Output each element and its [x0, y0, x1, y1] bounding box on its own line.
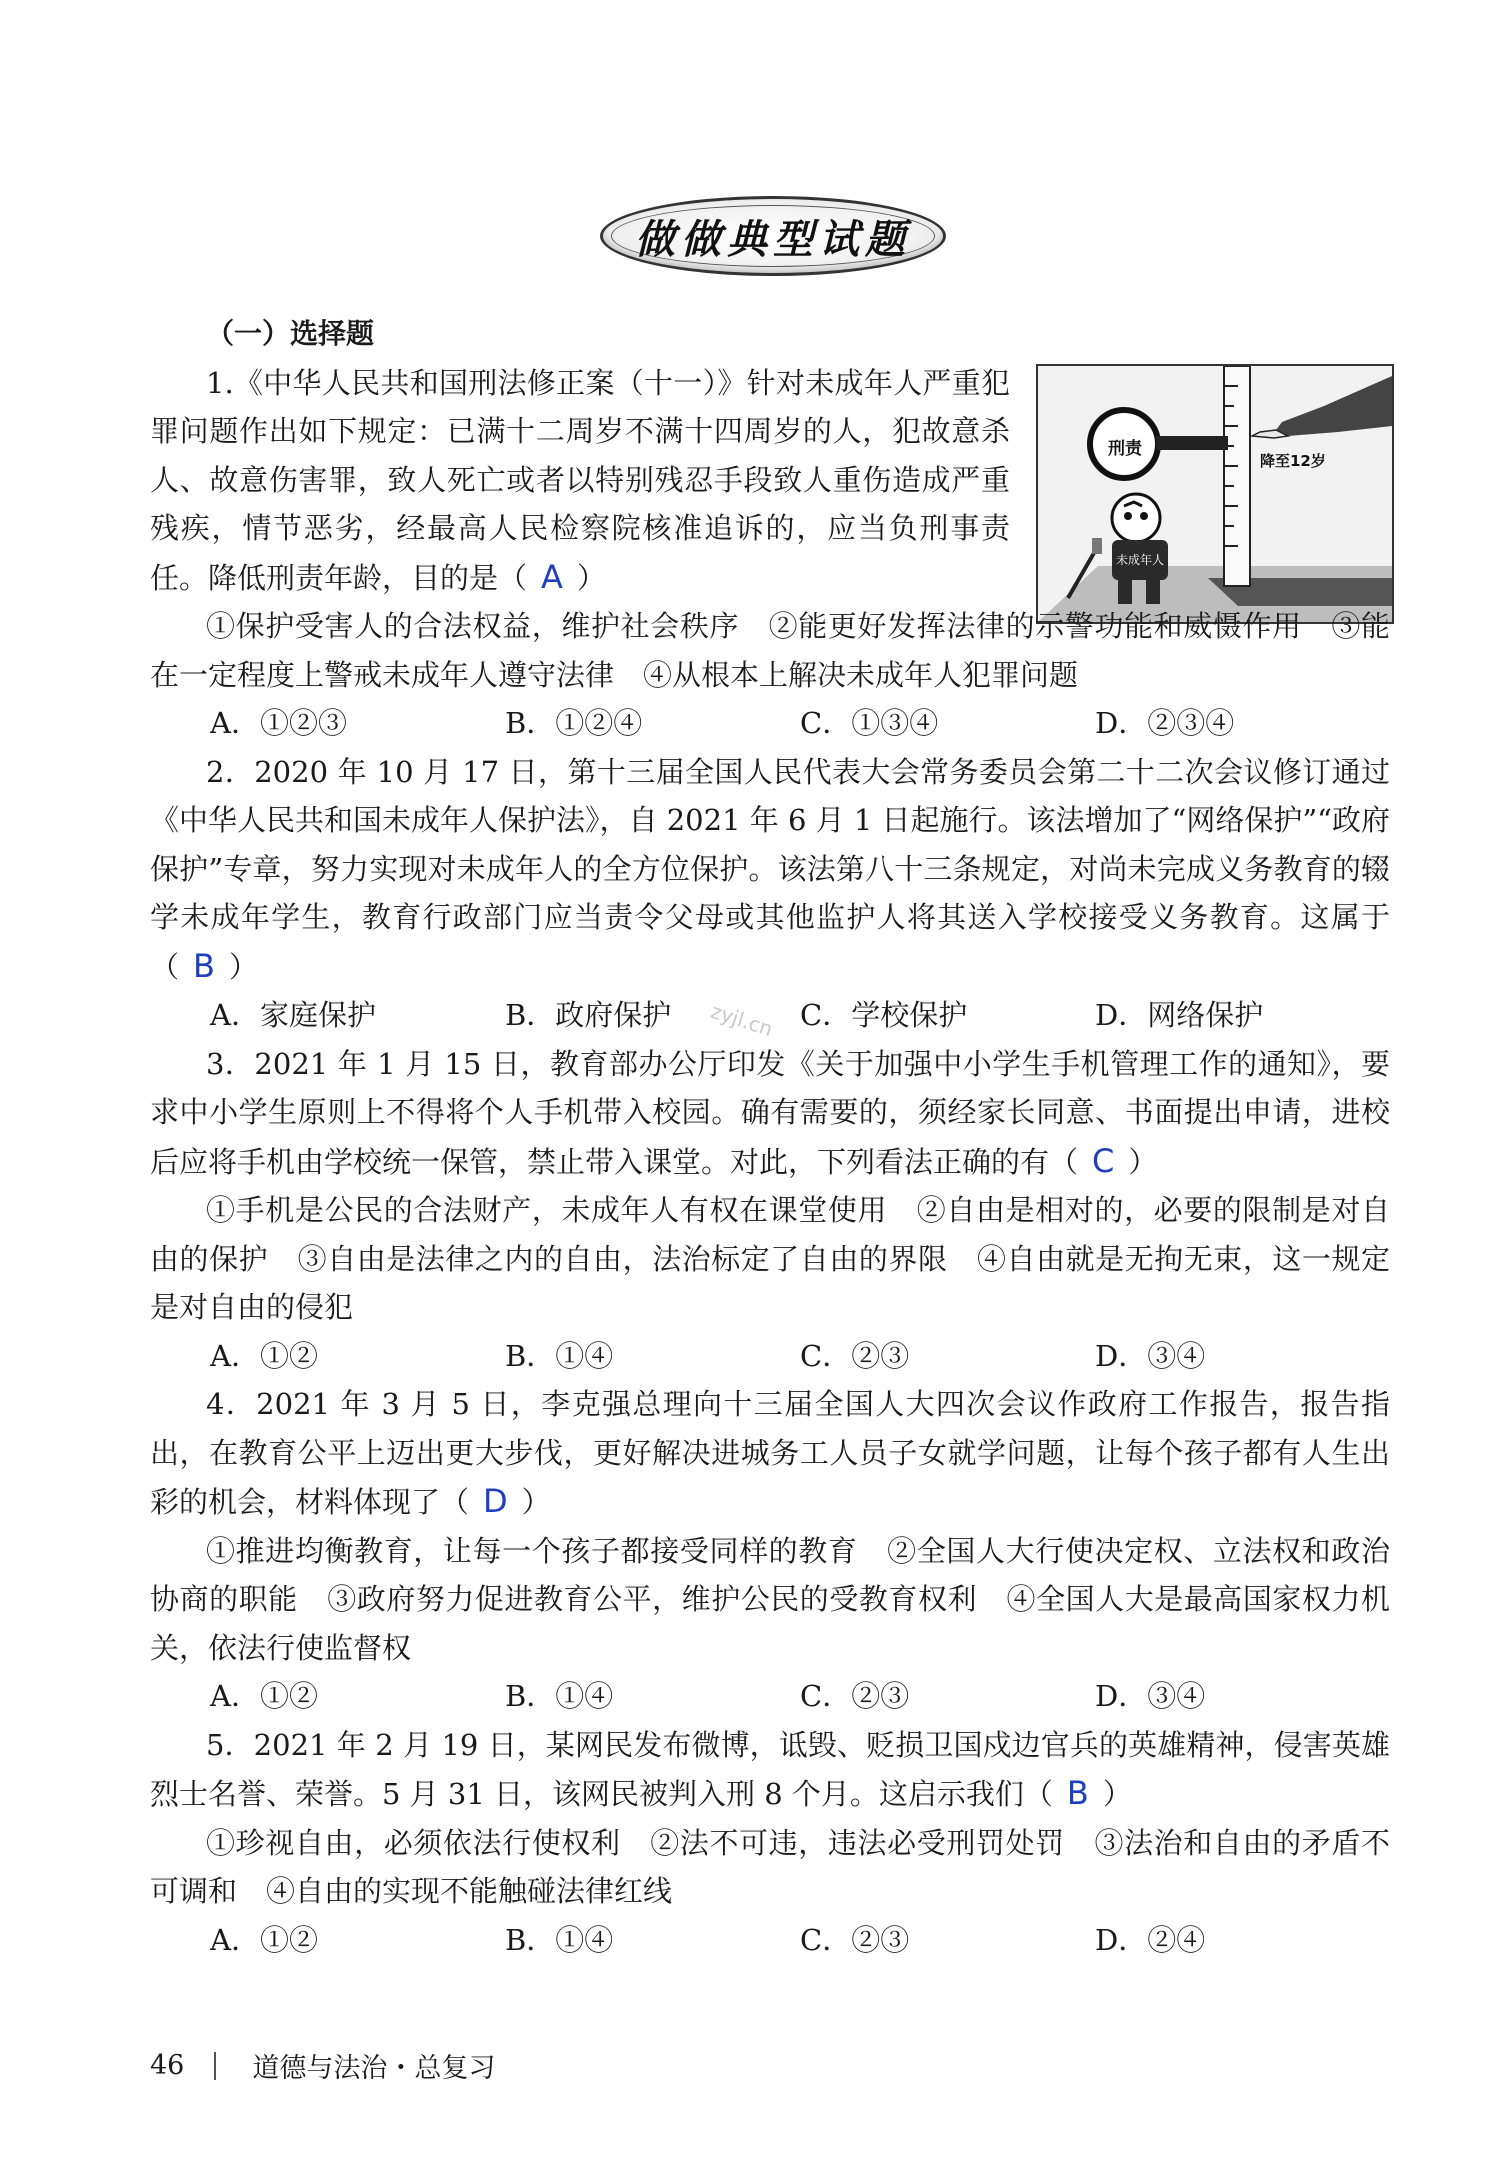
banner-title: 做做典型试题	[635, 216, 911, 263]
choice-a: A．①②	[210, 1679, 318, 1713]
choice-b: B．①④	[505, 1338, 614, 1373]
choice-c: C．②③	[800, 1679, 910, 1713]
question-choices-1	[150, 699, 1390, 748]
question-statements-1: ①保护受害人的合法权益，维护社会秩序 ②能更好发挥法律的示警功能和威慑作用 ③能在一定程度上警戒未成年人遵守法律 ④从根本上解决未成年人犯罪问题	[150, 609, 1390, 692]
choice-c: C．①③④	[800, 706, 939, 740]
answer-1: A	[541, 557, 563, 596]
choice-d: D．②③④	[1095, 706, 1235, 740]
choice-a: A．①②	[210, 1922, 318, 1957]
answer-2: B	[193, 946, 215, 985]
watermark-text: zyjl.cn	[707, 998, 776, 1042]
page-footer	[150, 2046, 495, 2085]
question-stem-1: 1.《中华人民共和国刑法修正案（十一）》针对未成年人严重犯罪问题作出如下规定：已满十二周岁不满十四周岁的人，犯故意杀人、故意伤害罪，致人死亡或者以特别残忍手段致人重伤造成严重残疾，情节恶劣，经最高人民检察院核准追诉的，应当负刑事责任。降低刑责年龄，目的是（ A ）	[150, 365, 1010, 596]
figure-label-left: 刑责	[1108, 439, 1142, 459]
choice-c: C．②③	[800, 1922, 910, 1957]
question-choices-5	[150, 1916, 1390, 1965]
choice-c: C．学校保护	[800, 998, 968, 1032]
question-stem-3: 3．2021 年 1 月 15 日，教育部办公厅印发《关于加强中小学生手机管理工作的通知》，要求中小学生原则上不得将个人手机带入校园。确有需要的，须经家长同意、书面提出申请，进校后应将手机由学校统一保管，禁止带入课堂。对此，下列看法正确的有（ C ）	[150, 1046, 1390, 1180]
choice-d: D．②④	[1095, 1922, 1206, 1957]
question-choices-3	[150, 1332, 1390, 1381]
choice-d: D．③④	[1095, 1679, 1206, 1713]
choice-b: B．①②④	[505, 706, 643, 740]
question-statements-3: ①手机是公民的合法财产，未成年人有权在课堂使用 ②自由是相对的，必要的限制是对自由的保护 ③自由是法律之内的自由，法治标定了自由的界限 ④自由就是无拘无束，这一规定是对自由的侵犯	[150, 1193, 1390, 1324]
question-statements-4: ①推进均衡教育，让每一个孩子都接受同样的教育 ②全国人大行使决定权、立法权和政治协商的职能 ③政府努力促进教育公平，维护公民的受教育权利 ④全国人大是最高国家权力机关，依法行使监督权	[150, 1533, 1390, 1665]
choice-b: B．政府保护	[505, 998, 672, 1032]
choice-b: B．①④	[505, 1679, 614, 1713]
choice-d: D．③④	[1095, 1338, 1206, 1373]
footer-divider	[214, 2052, 216, 2080]
page-number: 46	[150, 2050, 185, 2081]
answer-5: B	[1066, 1774, 1089, 1812]
answer-3: C	[1092, 1141, 1115, 1180]
question-stem-4: 4．2021 年 3 月 5 日，李克强总理向十三届全国人大四次会议作政府工作报告，报告指出，在教育公平上迈出更大步伐，更好解决进城务工人员子女就学问题，让每个孩子都有人生出彩的机会，材料体现了（ D ）	[150, 1387, 1390, 1520]
choice-c: C．②③	[800, 1338, 910, 1373]
choice-d: D．网络保护	[1095, 998, 1264, 1032]
figure-label-shirt: 未成年人	[1116, 553, 1165, 567]
answer-4: D	[483, 1482, 508, 1520]
choice-a: A．家庭保护	[210, 998, 376, 1032]
question-list	[150, 310, 1390, 1964]
choice-b: B．①④	[505, 1922, 614, 1957]
question-stem-2: 2．2020 年 10 月 17 日，第十三届全国人民代表大会常务委员会第二十二次会议修订通过《中华人民共和国未成年人保护法》，自 2021 年 6 月 1 日起施行。该法增加了“网络保护”“政府保护”专章，努力实现对未成年人的全方位保护。该法第八十三条规定，对尚未完成义务教育的辍学未成年学生，教育行政部门应当责令父母或其他监护人将其送入学校接受义务教育。这属于（ B ）	[150, 754, 1390, 985]
question-statements-5: ①珍视自由，必须依法行使权利 ②法不可违，违法必受刑罚处罚 ③法治和自由的矛盾不可调和 ④自由的实现不能触碰法律红线	[150, 1825, 1390, 1908]
book-title: 道德与法治・总复习	[252, 2053, 496, 2084]
question-choices-2	[150, 991, 1390, 1040]
section-title: （一）选择题	[206, 317, 375, 350]
question-choices-4	[150, 1672, 1390, 1721]
choice-a: A．①②	[210, 1338, 318, 1373]
figure-label-right: 降至12岁	[1260, 452, 1326, 470]
question-stem-5: 5．2021 年 2 月 19 日，某网民发布微博，诋毁、贬损卫国戍边官兵的英雄精神，侵害英雄烈士名誉、荣誉。5 月 31 日，该网民被判入刑 8 个月。这启示我们（ B ）	[150, 1727, 1390, 1812]
section-banner	[600, 196, 946, 276]
choice-a: A．①②③	[210, 706, 347, 740]
